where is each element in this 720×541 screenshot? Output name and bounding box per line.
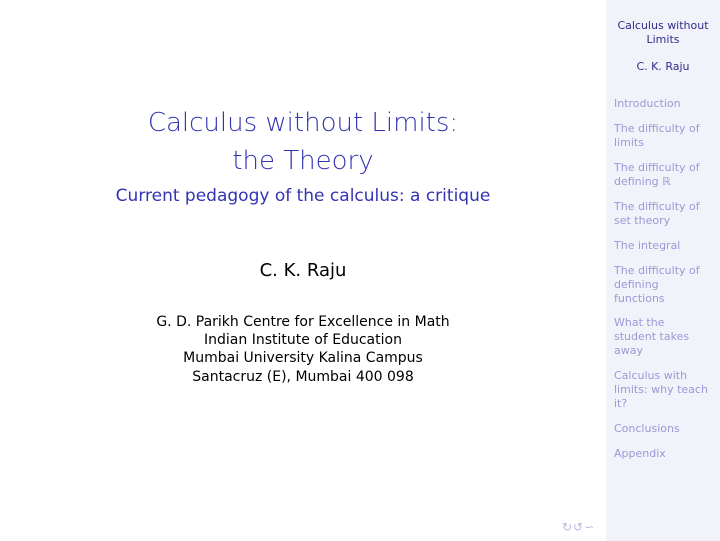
sidebar-nav-item-line: it? — [614, 397, 628, 410]
institute-line-2: Indian Institute of Education — [204, 332, 402, 348]
title-line-1: Calculus without Limits: — [147, 108, 459, 138]
sidebar-nav-item-line: away — [614, 344, 643, 357]
sidebar-nav-item-line: The difficulty of — [614, 161, 700, 174]
sidebar-nav-item[interactable] — [614, 122, 718, 150]
sidebar-nav-item[interactable] — [614, 200, 718, 228]
sidebar-nav-item-line: Introduction — [614, 97, 681, 110]
sidebar-nav-item[interactable] — [614, 369, 718, 411]
sidebar-nav-item-line: The difficulty of — [614, 264, 700, 277]
sidebar-nav-item[interactable] — [614, 447, 718, 461]
sidebar-nav-item-line: Conclusions — [614, 422, 680, 435]
title-line-2: the Theory — [232, 146, 374, 176]
sidebar-nav-item-line: set theory — [614, 214, 671, 227]
sidebar-author[interactable]: C. K. Raju — [636, 60, 690, 73]
sidebar-nav-item-line: defining — [614, 278, 659, 291]
institute-line-4: Santacruz (E), Mumbai 400 098 — [192, 369, 414, 385]
subtitle: Current pedagogy of the calculus: a critique — [115, 186, 491, 206]
sidebar-nav-item[interactable] — [614, 97, 718, 111]
sidebar — [606, 0, 720, 541]
institute-line-3: Mumbai University Kalina Campus — [183, 350, 423, 366]
sidebar-nav-item-line: Appendix — [614, 447, 666, 460]
sidebar-nav-item-line: What the — [614, 316, 665, 329]
sidebar-nav-item-line: limits — [614, 136, 644, 149]
sidebar-title-line-2[interactable]: Limits — [646, 33, 680, 46]
sidebar-nav-item-line: The difficulty of — [614, 200, 700, 213]
sidebar-nav-item-line: Calculus with — [614, 369, 688, 382]
author: C. K. Raju — [259, 260, 347, 281]
sidebar-nav-item-line: defining ℝ — [614, 175, 671, 188]
sidebar-nav-item-line: limits: why teach — [614, 383, 708, 396]
sidebar-nav-item[interactable] — [614, 422, 718, 436]
sidebar-nav-item-line: student takes — [614, 330, 690, 343]
sidebar-nav-item-line: The difficulty of — [614, 122, 700, 135]
sidebar-nav-item[interactable] — [614, 239, 718, 253]
sidebar-nav-item[interactable] — [614, 264, 718, 306]
sidebar-title-line-1[interactable]: Calculus without — [617, 19, 709, 32]
sidebar-nav-item[interactable] — [614, 161, 718, 189]
navigation-symbols-icon[interactable]: ↻↺∽ — [562, 520, 596, 534]
sidebar-nav-item-line: functions — [614, 292, 665, 305]
sidebar-nav-item[interactable] — [614, 316, 718, 358]
institute-line-1: G. D. Parikh Centre for Excellence in Math — [156, 314, 450, 330]
sidebar-nav-item-line: The integral — [614, 239, 681, 252]
